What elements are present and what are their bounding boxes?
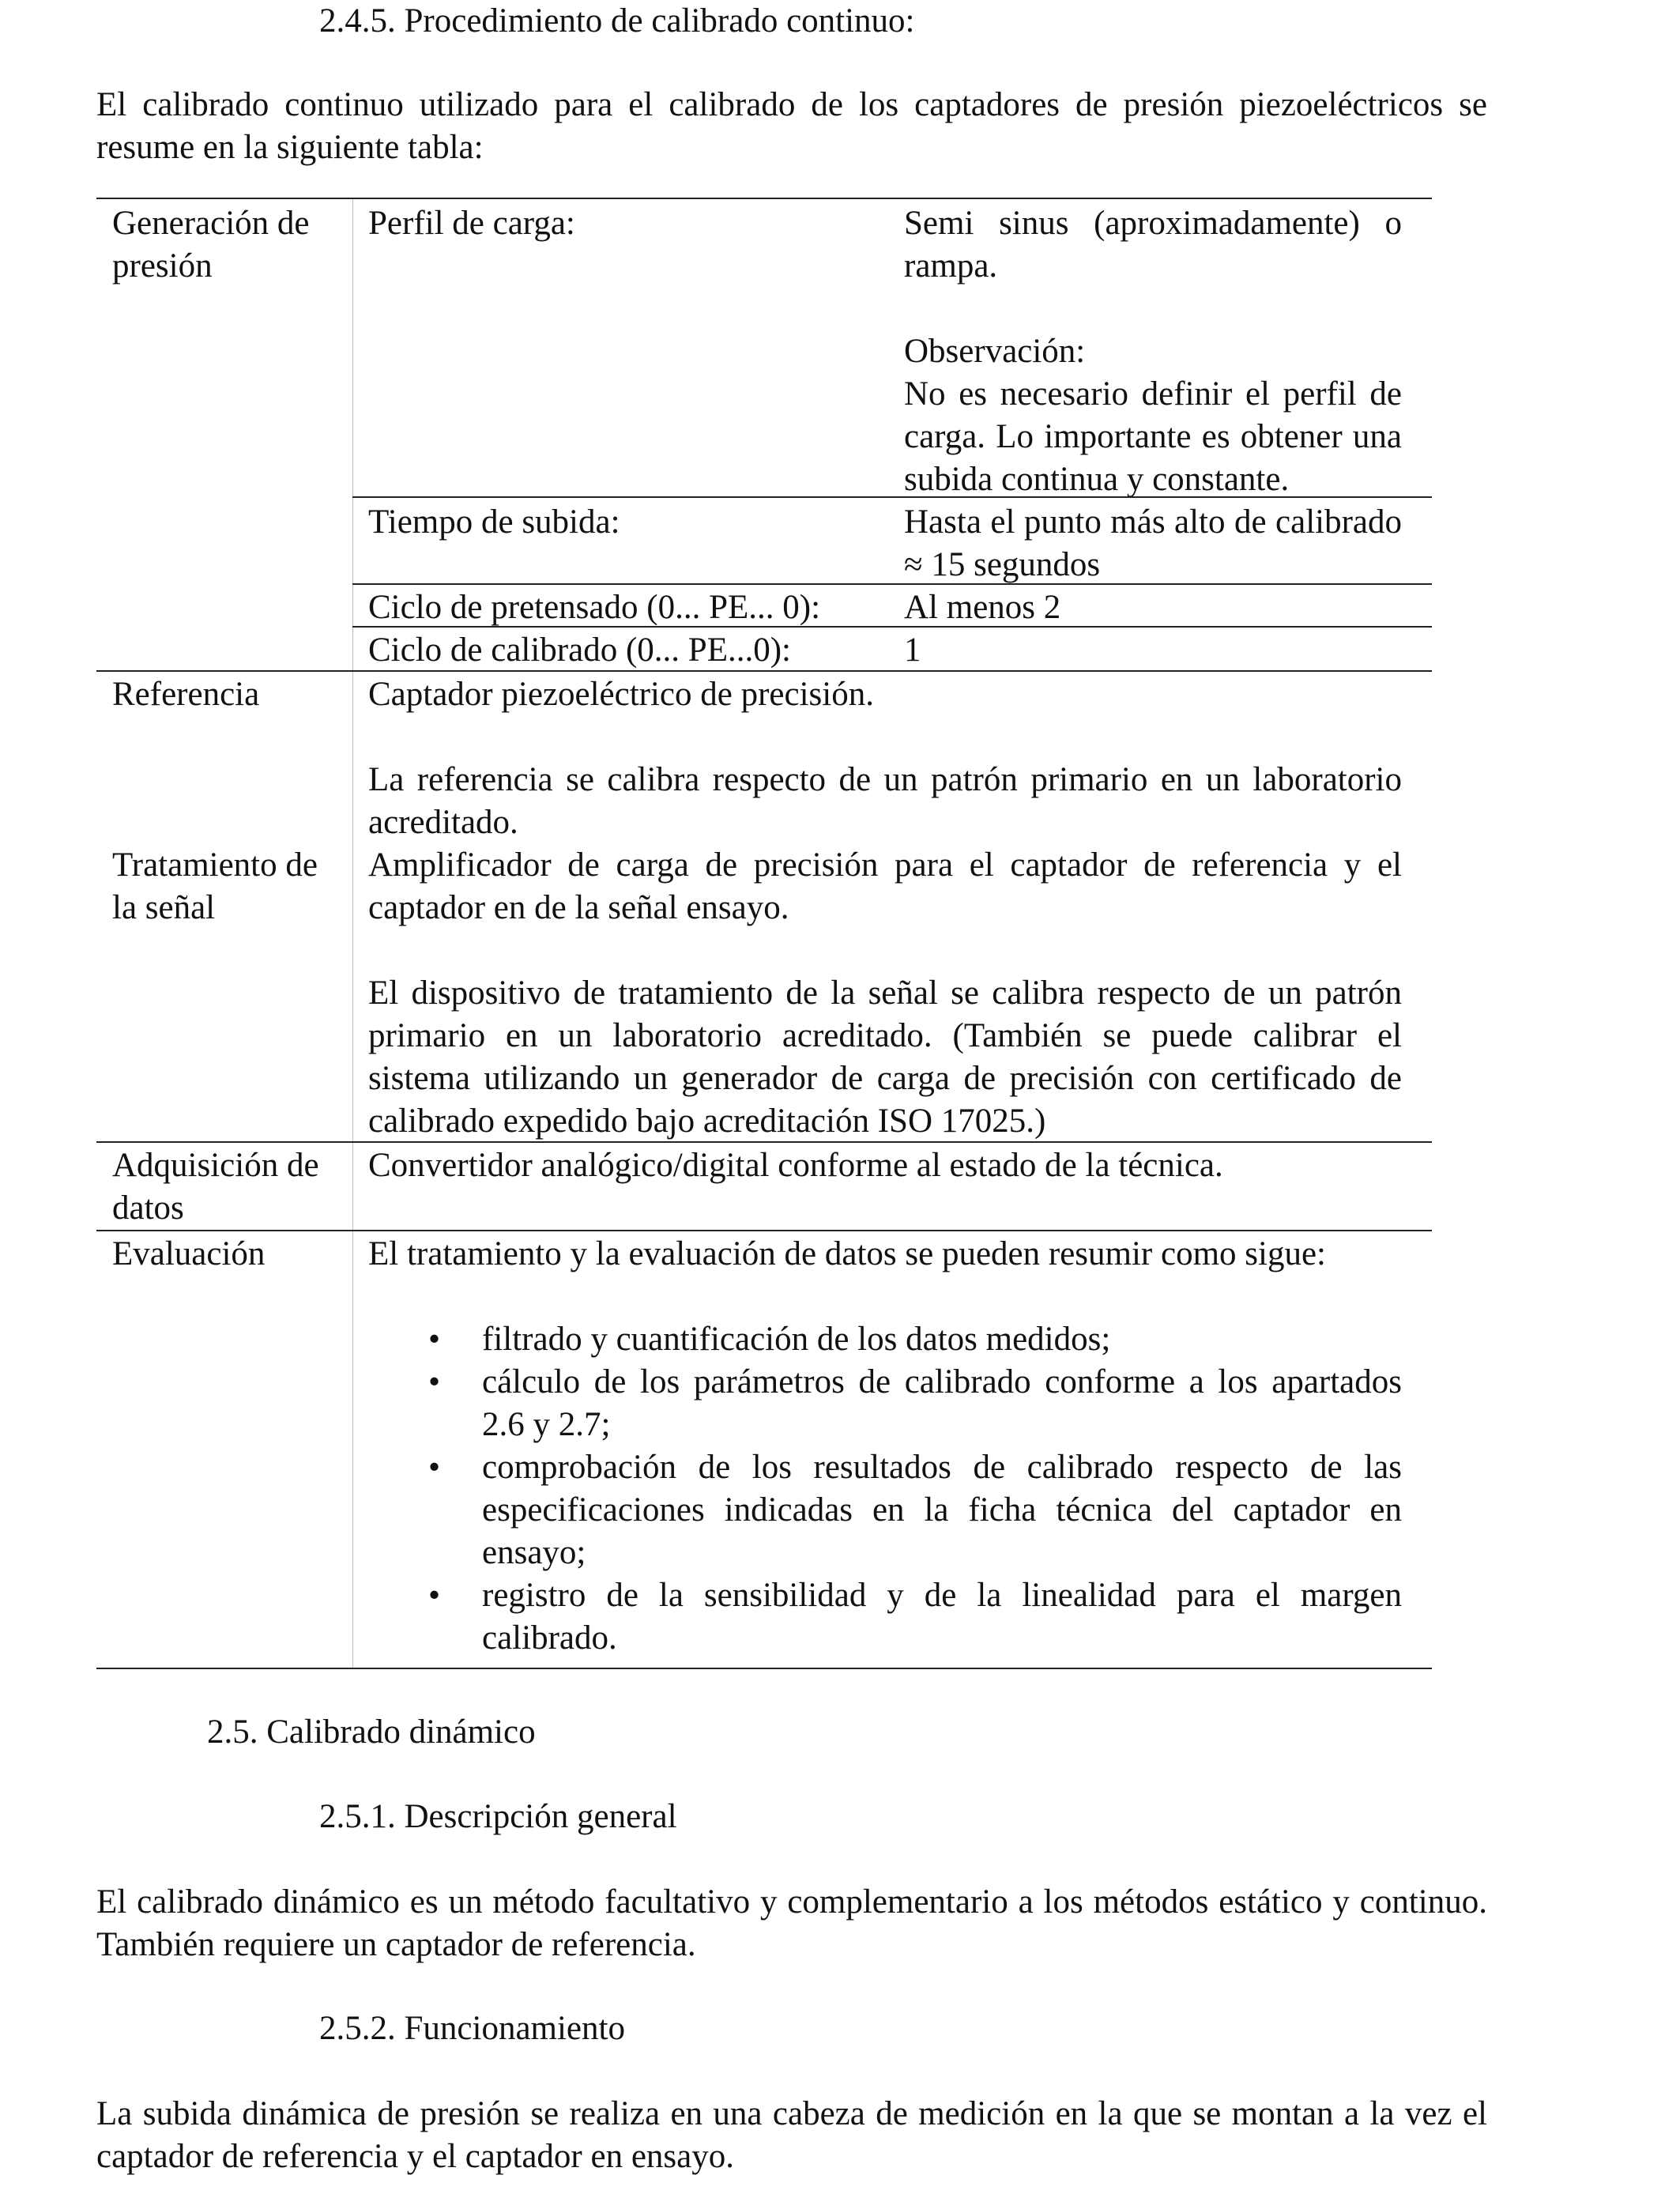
table-column-divider [352, 199, 353, 1668]
observacion-text: No es necesario definir el perfil de carga. Lo importante es obtener una subida continua y constante. [904, 375, 1402, 498]
perfil-value [904, 202, 1402, 501]
pretensado-label: Ciclo de pretensado (0... PE... 0): [368, 589, 821, 626]
section-heading-2-4-5: 2.4.5. Procedimiento de calibrado continuo: [319, 2, 915, 40]
list-item: • filtrado y cuantificación de los datos medidos; [368, 1318, 1402, 1361]
observacion-title: Observación: [904, 333, 1086, 370]
table-rule [352, 583, 1432, 585]
bullet-icon: • [428, 1449, 441, 1486]
row-label-evaluacion: Evaluación [112, 1235, 266, 1272]
table-rule [96, 670, 1432, 672]
referencia-text-1: Captador piezoeléctrico de precisión. [368, 676, 874, 713]
evaluacion-text: El tratamiento y la evaluación de datos se pueden resumir como sigue: [368, 1235, 1326, 1272]
table-rule [352, 626, 1432, 628]
table-rule [96, 1230, 1432, 1231]
perfil-value-text: Semi sinus (aproximadamente) o rampa. [904, 205, 1402, 285]
row-label-generacion: Generación de presión [112, 205, 310, 285]
bullet-icon: • [428, 1577, 441, 1614]
calibrado-label: Ciclo de calibrado (0... PE...0): [368, 631, 791, 669]
referencia-content [368, 673, 1402, 844]
tiempo-label: Tiempo de subida: [368, 503, 620, 541]
section-heading-2-5-1: 2.5.1. Descripción general [319, 1798, 677, 1835]
row-label-tratamiento: Tratamiento de la señal [112, 846, 318, 926]
tratamiento-text-2: El dispositivo de tratamiento de la señal se calibra respecto de un patrón primario en un laboratorio acreditado. (También se puede calibrar el sistema utilizando un generador de carga de precisión con certificado de calibrado expedido bajo acreditación ISO 17025.) [368, 974, 1402, 1140]
list-item: • registro de la sensibilidad y de la linealidad para el margen calibrado. [368, 1574, 1402, 1660]
tratamiento-content [368, 844, 1402, 1143]
evaluacion-content [368, 1233, 1402, 1660]
intro-paragraph: El calibrado continuo utilizado para el calibrado de los captadores de presión piezoeléctricos se resume en la siguiente tabla: [96, 86, 1487, 166]
bullet-icon: • [428, 1363, 441, 1400]
row-label-adquisicion: Adquisición de datos [112, 1147, 319, 1227]
tiempo-value: Hasta el punto más alto de calibrado ≈ 15 segundos [904, 503, 1402, 583]
tratamiento-text-1: Amplificador de carga de precisión para el captador de referencia y el captador en de la señal ensayo. [368, 846, 1402, 926]
list-item: • cálculo de los parámetros de calibrado conforme a los apartados 2.6 y 2.7; [368, 1361, 1402, 1446]
bullet-icon: • [428, 1321, 441, 1358]
pretensado-value: Al menos 2 [904, 589, 1061, 626]
subida-paragraph: La subida dinámica de presión se realiza en una cabeza de medición en la que se montan a la vez el captador de referencia y el captador en ensayo. [96, 2095, 1487, 2175]
table-bottom-rule [96, 1668, 1432, 1669]
table-rule [352, 496, 1432, 498]
row-label-referencia: Referencia [112, 676, 260, 713]
evaluacion-bullet-list [368, 1318, 1402, 1660]
table-top-rule [96, 198, 1432, 199]
table-rule [96, 1141, 1432, 1143]
calibrado-value: 1 [904, 631, 921, 669]
referencia-text-2: La referencia se calibra respecto de un patrón primario en un laboratorio acreditado. [368, 761, 1402, 841]
section-heading-2-5-2: 2.5.2. Funcionamiento [319, 2010, 625, 2047]
list-item: • comprobación de los resultados de calibrado respecto de las especificaciones indicadas en la ficha técnica del captador en ensayo; [368, 1446, 1402, 1574]
dinamico-paragraph: El calibrado dinámico es un método facultativo y complementario a los métodos estático y continuo. También requiere un captador de referencia. [96, 1883, 1487, 1963]
perfil-label: Perfil de carga: [368, 205, 575, 242]
section-heading-2-5: 2.5. Calibrado dinámico [207, 1713, 536, 1751]
adquisicion-text: Convertidor analógico/digital conforme al estado de la técnica. [368, 1147, 1223, 1184]
